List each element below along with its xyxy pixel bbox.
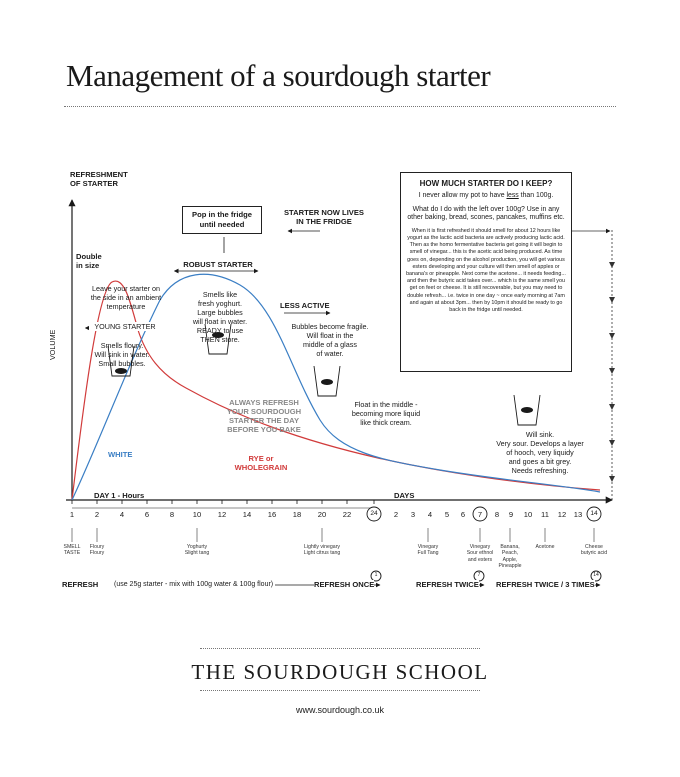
robust-label: ROBUST STARTER xyxy=(183,260,253,269)
fridge-lives-line1: STARTER NOW LIVES xyxy=(283,208,365,217)
note-line: Will float in the xyxy=(306,331,354,340)
note-line: Smells floury. xyxy=(100,341,144,350)
y-title xyxy=(70,170,128,188)
hour-tick: 2 xyxy=(94,510,100,519)
fridge-box-line2: until needed xyxy=(199,220,245,229)
smell-line: Light citrus tang xyxy=(303,550,341,557)
info-p1-after: than 100g. xyxy=(518,192,554,199)
smell-line: Cheese xyxy=(585,544,603,550)
note-line: THEN store. xyxy=(200,335,240,344)
footer-divider-top xyxy=(200,648,480,649)
day-tick: 2 xyxy=(393,510,399,519)
young-label: YOUNG STARTER xyxy=(89,322,161,331)
refresh-badge-1: 1 xyxy=(374,572,378,578)
note-line: READY to use xyxy=(196,326,244,335)
note-sink xyxy=(488,430,592,475)
fridge-lives-label xyxy=(272,208,376,226)
y-title-line2: OF STARTER xyxy=(70,179,118,188)
smell-label xyxy=(572,544,616,557)
refresh-instruction: (use 25g starter - mix with 100g water & 100g flour) xyxy=(114,581,274,588)
note-line: of hooch, very liquidy xyxy=(506,448,574,457)
hour-tick: 10 xyxy=(192,510,202,519)
note-line: Very sour. Develops a layer xyxy=(496,439,584,448)
note-line: Will sink. xyxy=(525,430,555,439)
footer-school-name: THE SOURDOUGH SCHOOL xyxy=(191,660,489,684)
smell-line: Floury xyxy=(89,544,105,550)
hour-tick: 20 xyxy=(317,510,327,519)
x-section-hours: DAY 1 - Hours xyxy=(94,491,145,500)
smell-line: Vinegary xyxy=(417,544,439,550)
smell-label xyxy=(75,544,119,557)
smell-label xyxy=(406,544,450,557)
day-tick: 10 xyxy=(523,510,533,519)
series-label-white: WHITE xyxy=(108,450,133,459)
note-line: fresh yoghurt. xyxy=(198,299,242,308)
note-line: STARTER THE DAY xyxy=(228,416,300,425)
fridge-box xyxy=(182,206,262,234)
note-line: Smells like xyxy=(202,290,238,299)
note-line: Large bubbles xyxy=(197,308,243,317)
day-tick: 13 xyxy=(573,510,583,519)
footer-divider-bottom xyxy=(200,690,480,691)
smell-line: Acetone xyxy=(535,544,555,550)
day-tick: 5 xyxy=(444,510,450,519)
info-p2: What do I do with the left over 100g? Use in any other baking, bread, scones, pancakes, muffins etc. xyxy=(407,205,565,222)
double-line2: in size xyxy=(76,261,100,270)
smell-line: Vinegary xyxy=(469,544,491,550)
note-leave xyxy=(78,284,174,311)
info-heading: HOW MUCH STARTER DO I KEEP? xyxy=(419,179,553,188)
note-line: Needs refreshing. xyxy=(511,466,569,475)
note-line: the side in an ambient xyxy=(90,293,162,302)
note-smells-floury xyxy=(80,341,164,368)
note-line: Will sink in water. xyxy=(94,350,150,359)
refresh-badge-14: 14 xyxy=(593,572,599,578)
smell-label xyxy=(292,544,352,557)
note-always-refresh xyxy=(218,398,310,434)
smell-label xyxy=(175,544,219,557)
note-line: Float in the middle - xyxy=(354,400,418,409)
hour-tick: 16 xyxy=(267,510,277,519)
hour-tick: 1 xyxy=(69,510,75,519)
note-line: YOUR SOURDOUGH xyxy=(226,407,302,416)
smell-line: Lightly vinegary xyxy=(303,544,341,550)
rye-line2: WHOLEGRAIN xyxy=(234,463,288,472)
day-tick: 9 xyxy=(508,510,514,519)
smell-line: butyric acid xyxy=(580,550,608,557)
day-tick: 8 xyxy=(494,510,500,519)
info-p1-before: I never allow my pot to have xyxy=(418,192,507,199)
smell-line: TASTE xyxy=(63,550,81,557)
hour-tick: 14 xyxy=(242,510,252,519)
note-line: ALWAYS REFRESH xyxy=(229,398,299,407)
x-section-days: DAYS xyxy=(394,491,415,500)
fridge-lives-line2: IN THE FRIDGE xyxy=(296,217,352,226)
note-yoghurt xyxy=(180,290,260,344)
smell-line: Pineapple xyxy=(498,562,522,569)
note-line: BEFORE YOU BAKE xyxy=(227,425,301,434)
note-line: middle of a glass xyxy=(303,340,357,349)
day-tick: 7 xyxy=(477,510,483,519)
note-bubbles xyxy=(278,322,382,358)
day-tick: 6 xyxy=(460,510,466,519)
refresh-once: REFRESH ONCE xyxy=(314,580,375,589)
refresh-badge-7: 7 xyxy=(477,572,481,578)
series-label-rye xyxy=(226,454,296,472)
footer-url[interactable]: www.sourdough.co.uk xyxy=(295,705,385,715)
note-line: and goes a bit grey. xyxy=(508,457,572,466)
smell-pointer-lines xyxy=(72,528,594,542)
fridge-box-line1: Pop in the fridge xyxy=(192,210,252,219)
note-line: like thick cream. xyxy=(360,418,412,427)
day-tick: 3 xyxy=(410,510,416,519)
refresh-twice: REFRESH TWICE xyxy=(416,580,479,589)
day-tick: 12 xyxy=(557,510,567,519)
y-title-line1: REFRESHMENT xyxy=(70,170,128,179)
hour-tick: 18 xyxy=(292,510,302,519)
less-active-label: LESS ACTIVE xyxy=(280,301,330,310)
hour-tick: 12 xyxy=(217,510,227,519)
smell-line: SMELL xyxy=(63,544,81,550)
hour-tick: 4 xyxy=(119,510,125,519)
refresh-label: REFRESH xyxy=(62,580,99,589)
note-float-middle xyxy=(336,400,436,427)
smell-line: Floury xyxy=(89,550,105,557)
rye-line1: RYE or xyxy=(248,454,274,463)
refresh-twice-three: REFRESH TWICE / 3 TIMES xyxy=(496,580,595,589)
smell-line: Slight tang xyxy=(184,550,210,557)
hour-tick: 6 xyxy=(144,510,150,519)
day-tick: 11 xyxy=(541,510,549,519)
hour-tick: 24 xyxy=(370,510,378,517)
note-line: temperature xyxy=(106,302,146,311)
smell-label xyxy=(523,544,567,550)
hour-tick: 8 xyxy=(169,510,175,519)
double-label xyxy=(76,252,102,270)
note-line: Small bubbles. xyxy=(98,359,146,368)
hour-tick: 22 xyxy=(342,510,352,519)
info-p1-underline: less xyxy=(506,192,519,199)
smell-line: Sour ethnol xyxy=(466,550,494,557)
note-line: Leave your starter on xyxy=(92,284,160,293)
smell-line: Banana, xyxy=(500,544,520,550)
note-line: becoming more liquid xyxy=(351,409,421,418)
double-line1: Double xyxy=(76,252,102,261)
day-tick: 14 xyxy=(590,510,598,517)
smell-line: Peach, xyxy=(501,550,519,557)
smell-line: Apple, xyxy=(502,556,518,563)
note-line: of water. xyxy=(316,349,344,358)
page-title: Management of a sourdough starter xyxy=(66,58,491,93)
note-line: Bubbles become fragile. xyxy=(291,322,369,331)
note-line: will float in water. xyxy=(192,317,248,326)
smell-line: Yoghurty xyxy=(186,544,208,550)
smell-line: Full Tang xyxy=(417,550,439,557)
info-p3: When it is first refreshed it should smell for about 12 hours like yogurt as the lactic acid bacteria are actively producing lactic acid. Then as the homo fermentative bacteria get going it will begin to smell of vinegar... this is the acetic acid being produced. As time goes on, depending on the alcohol production, you will get various esters developing and your culture will then smell of apples or banana's or pineapple. Next come the acetone... it needs feeding... and then the butyric acid takes over... which is the same smell you get on feet or cheese. It is still recoverable, but you may need to double refresh... i.e. twice in one day ~ once early morning at 7am and again at about 3pm... then by 10pm it should be ready to go back in the fridge until needed. xyxy=(406,227,566,314)
y-label: VOLUME xyxy=(48,329,57,360)
day-tick: 4 xyxy=(427,510,433,519)
info-p1 xyxy=(406,192,566,201)
starter-info-box xyxy=(400,172,572,372)
smell-line: and esters xyxy=(467,556,493,563)
